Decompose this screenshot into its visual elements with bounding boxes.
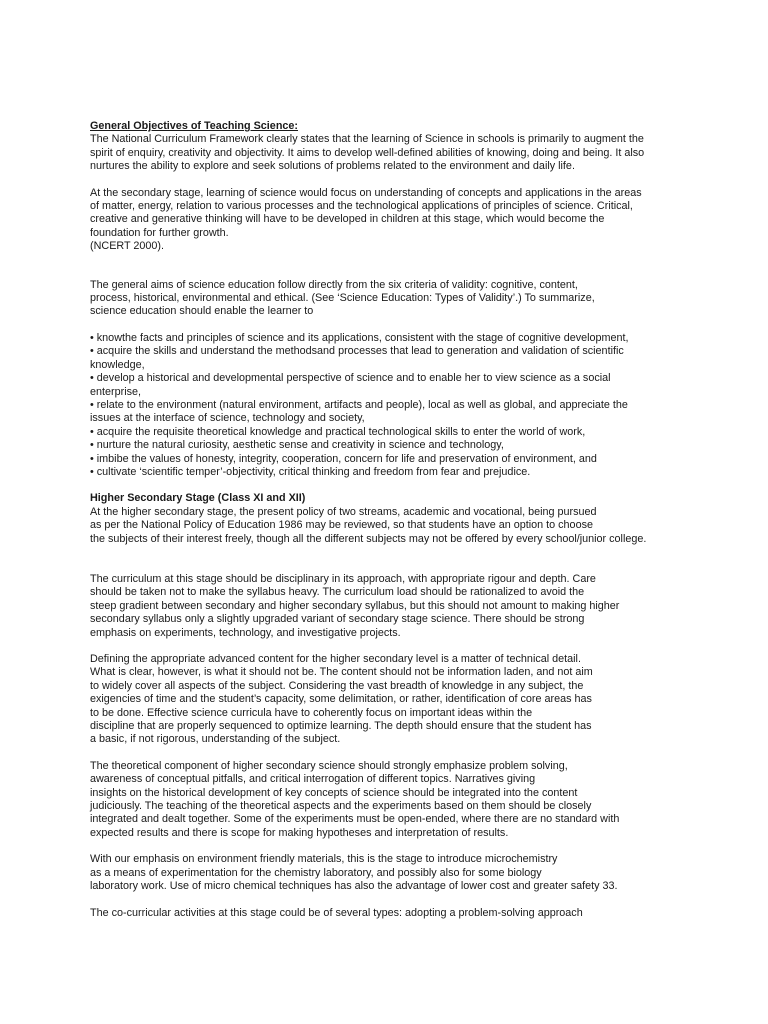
section-heading-objectives: General Objectives of Teaching Science: — [90, 120, 299, 132]
text-line: spirit of enquiry, creativity and objectivity. It aims to develop well-defined abilities of knowing, doing and being. It also — [90, 146, 645, 159]
paragraph-co-curricular — [90, 907, 690, 920]
list-item: • relate to the environment (natural environment, artifacts and people), local as well as global, and appreciate the issues at the interface of science, technology and society, — [90, 398, 628, 425]
text-line: At the secondary stage, learning of science would focus on understanding of concepts and applications in the areas — [90, 186, 642, 199]
text-line: awareness of conceptual pitfalls, and critical interrogation of different topics. Narratives giving — [90, 773, 536, 786]
paragraph-advanced-content — [90, 653, 690, 747]
text-line: The curriculum at this stage should be disciplinary in its approach, with appropriate rigour and depth. Care — [90, 572, 596, 585]
paragraph-curriculum — [90, 573, 690, 640]
paragraph-theoretical-component — [90, 760, 690, 840]
text-line: (NCERT 2000). — [90, 240, 165, 253]
list-item: • nurture the natural curiosity, aesthetic sense and creativity in science and technology, — [90, 439, 504, 452]
text-line: What is clear, however, is what it should not be. The content should not be information laden, and not aim — [90, 666, 593, 679]
text-line: The co-curricular activities at this stage could be of several types: adopting a problem-solving approach — [90, 906, 583, 919]
text-line: the subjects of their interest freely, though all the different subjects may not be offered by every school/junior college. — [90, 532, 647, 545]
aims-bullet-list — [90, 332, 690, 479]
text-line: exigencies of time and the student’s capacity, some delimitation, or rather, identification of core areas has — [90, 693, 592, 706]
text-line: should be taken not to make the syllabus heavy. The curriculum load should be rationalized to avoid the — [90, 586, 585, 599]
text-line: judiciously. The teaching of the theoretical aspects and the experiments based on them should be closely — [90, 800, 592, 813]
text-line: Defining the appropriate advanced content for the higher secondary level is a matter of technical detail. — [90, 653, 581, 665]
text-line: secondary syllabus only a slightly upgraded variant of secondary stage science. There should be strong — [90, 613, 585, 626]
text-line: The general aims of science education follow directly from the six criteria of validity: cognitive, content, — [90, 278, 578, 291]
text-line: to widely cover all aspects of the subject. Considering the vast breadth of knowledge in any subject, the — [90, 679, 584, 692]
list-item: • imbibe the values of honesty, integrity, cooperation, concern for life and preservation of environment, and — [90, 452, 597, 465]
paragraph-microchemistry — [90, 853, 690, 893]
text-line: steep gradient between secondary and higher secondary syllabus, but this should not amount to making higher — [90, 599, 620, 612]
text-line: The theoretical component of higher secondary science should strongly emphasize problem solving, — [90, 759, 568, 772]
paragraph-general-aims — [90, 279, 690, 319]
text-line: The National Curriculum Framework clearly states that the learning of Science in schools is primarily to augment the — [90, 133, 644, 146]
text-line: creative and generative thinking will have to be developed in children at this stage, which would become the — [90, 213, 605, 226]
text-line: nurtures the ability to explore and seek solutions of problems related to the environment and daily life. — [90, 160, 575, 173]
text-line: science education should enable the learner to — [90, 305, 314, 318]
text-line: insights on the historical development of key concepts of science should be integrated into the content — [90, 786, 578, 799]
text-line: as per the National Policy of Education 1986 may be reviewed, so that students have an option to choose — [90, 519, 593, 532]
text-line: laboratory work. Use of micro chemical techniques has also the advantage of lower cost and greater safety 33. — [90, 880, 618, 893]
list-item: • develop a historical and developmental perspective of science and to enable her to view science as a social enterprise, — [90, 372, 611, 398]
list-item: • acquire the requisite theoretical knowledge and practical technological skills to enter the world of work, — [90, 425, 586, 438]
list-item: • cultivate ‘scientific temper’-objectivity, critical thinking and freedom from fear and prejudice. — [90, 465, 531, 478]
text-line: emphasis on experiments, technology, and investigative projects. — [90, 626, 401, 639]
paragraph-ncf — [90, 133, 690, 173]
section-heading-higher-secondary: Higher Secondary Stage (Class XI and XII) — [90, 492, 306, 505]
paragraph-streams — [90, 506, 690, 546]
text-line: to be done. Effective science curricula have to coherently focus on important ideas within the — [90, 706, 533, 719]
list-item: • acquire the skills and understand the methodsand processes that lead to generation and validation of scientific knowledge, — [90, 345, 624, 371]
text-line: integrated and dealt together. Some of the experiments must be open-ended, where there are no standard with — [90, 813, 620, 826]
text-line: discipline that are properly sequenced to optimize learning. The depth should ensure that the student has — [90, 720, 592, 733]
list-item: • knowthe facts and principles of science and its applications, consistent with the stage of cognitive development, — [90, 331, 629, 344]
text-line: At the higher secondary stage, the present policy of two streams, academic and vocational, being pursued — [90, 505, 597, 518]
text-line: a basic, if not rigorous, understanding of the subject. — [90, 733, 341, 746]
text-line: foundation for further growth. — [90, 226, 229, 239]
paragraph-secondary-stage — [90, 187, 690, 254]
document-page — [90, 120, 690, 920]
text-line: With our emphasis on environment friendly materials, this is the stage to introduce microchemistry — [90, 853, 558, 866]
text-line: expected results and there is scope for making hypotheses and interpretation of results. — [90, 826, 509, 839]
text-line: of matter, energy, relation to various processes and the technological applications of principles of science. Critical, — [90, 200, 633, 213]
text-line: as a means of experimentation for the chemistry laboratory, and possibly also for some biology — [90, 866, 542, 879]
text-line: process, historical, environmental and ethical. (See ‘Science Education: Types of Validity’.) To summarize, — [90, 292, 595, 305]
